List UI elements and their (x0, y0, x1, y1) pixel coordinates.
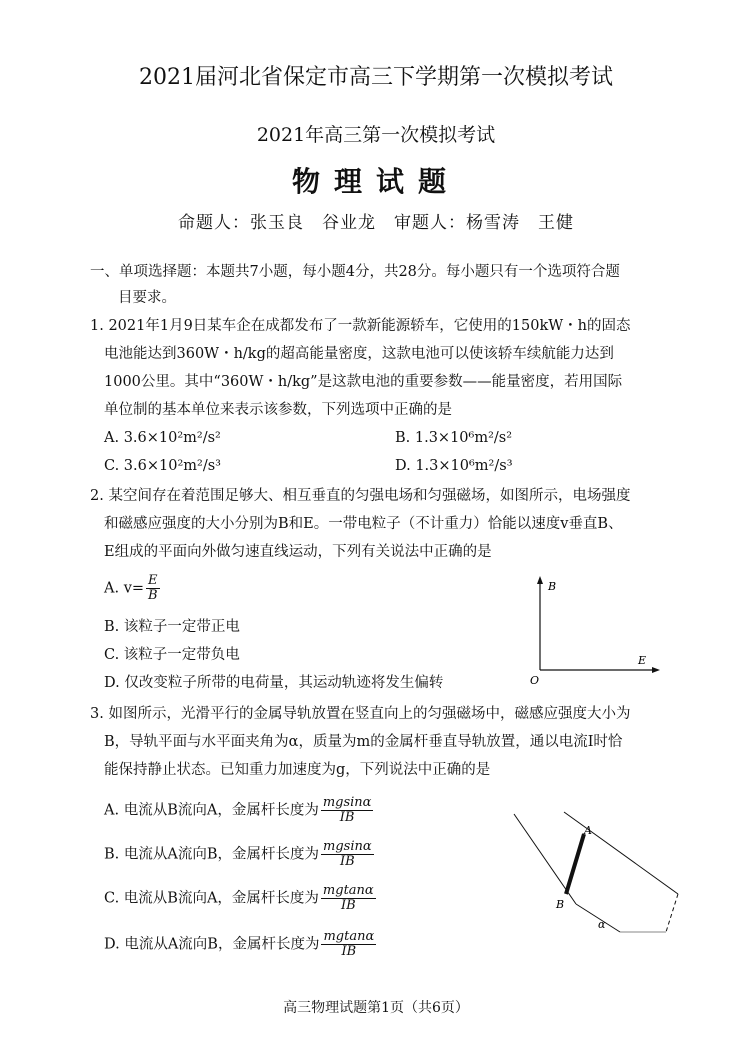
section-heading: 一、单项选择题：本题共7小题，每小题4分，共28分。每小题只有一个选项符合题 (90, 264, 620, 280)
b-arrow-icon (537, 576, 543, 584)
q3-option-b (104, 840, 376, 869)
q3-option-b-fraction (321, 840, 374, 869)
q2-axes-figure (520, 570, 670, 690)
authors-line: 命题人：张玉良 谷业龙 审题人：杨雪涛 王健 (178, 213, 574, 233)
q3-option-a (104, 796, 375, 825)
fraction-numerator: mgsinα (323, 839, 372, 854)
point-b-label: B (556, 898, 565, 911)
subject-title: 物理试题 (291, 165, 460, 198)
q1-option-c: C. 3.6×10²m²/s³ (104, 458, 221, 474)
q3-option-c (104, 884, 378, 913)
q3-option-d-text: D. 电流从A流向B，金属杆长度为 (104, 936, 320, 953)
fraction-numerator: E (148, 573, 158, 588)
q2-option-a (104, 574, 162, 603)
sub-title: 2021年高三第一次模拟考试 (256, 124, 496, 146)
q3-option-c-text: C. 电流从B流向A，金属杆长度为 (104, 890, 319, 907)
q2-option-d: D. 仅改变粒子所带的电荷量，其运动轨迹将发生偏转 (104, 675, 444, 691)
q3-option-c-fraction (321, 884, 376, 913)
fraction-numerator: mgtanα (322, 883, 374, 898)
vertical-dashed-line (666, 894, 678, 932)
point-a-label: A (584, 824, 592, 837)
q1-option-a: A. 3.6×10²m²/s² (104, 430, 221, 446)
q2-line: E组成的平面向外做匀速直线运动，下列有关说法中正确的是 (104, 544, 492, 560)
q1-line: 1. 2021年1月9日某车企在成都发布了一款新能源轿车，它使用的150kW・h的固态 (90, 318, 631, 334)
q3-option-a-text: A. 电流从B流向A，金属杆长度为 (104, 802, 319, 819)
fraction-denominator: B (148, 588, 158, 603)
alpha-label: α (598, 918, 606, 931)
q1-line: 单位制的基本单位来表示该参数，下列选项中正确的是 (104, 402, 452, 418)
q2-option-a-prefix: A. v= (104, 580, 145, 597)
q1-line: 电池能达到360W・h/kg的超高能量密度，这款电池可以使该轿车续航能力达到 (104, 346, 614, 362)
e-axis-label: E (638, 654, 647, 667)
q2-option-a-fraction (146, 574, 160, 603)
q1-option-b: B. 1.3×10⁶m²/s² (395, 430, 513, 446)
page-footer: 高三物理试题第1页（共6页） (283, 1000, 469, 1016)
fraction-denominator: IB (339, 854, 355, 869)
q3-line: 能保持静止状态。已知重力加速度为g，下列说法中正确的是 (104, 762, 491, 778)
section-heading-cont: 目要求。 (118, 290, 176, 306)
q3-option-b-text: B. 电流从A流向B，金属杆长度为 (104, 846, 319, 863)
rail-right (564, 812, 678, 894)
q1-line: 1000公里。其中“360W・h/kg”是这款电池的重要参数——能量密度，若用国际 (104, 374, 623, 390)
q2-line: 和磁感应强度的大小分别为B和E。一带电粒子（不计重力）恰能以速度v垂直B、 (104, 516, 623, 532)
e-arrow-icon (652, 667, 660, 673)
q2-option-b: B. 该粒子一定带正电 (104, 619, 240, 635)
q3-line: 3. 如图所示，光滑平行的金属导轨放置在竖直向上的匀强磁场中，磁感应强度大小为 (90, 706, 631, 722)
fraction-denominator: IB (339, 810, 355, 825)
q3-option-d-fraction (321, 930, 376, 959)
q2-line: 2. 某空间存在着范围足够大、相互垂直的匀强电场和匀强磁场，如图所示，电场强度 (90, 488, 631, 504)
fraction-numerator: mgtanα (323, 929, 375, 944)
b-axis-label: B (548, 580, 557, 593)
fraction-numerator: mgsinα (322, 795, 372, 810)
exam-title: 2021届河北省保定市高三下学期第一次模拟考试 (139, 65, 613, 90)
metal-rod (566, 834, 584, 894)
q3-line: B，导轨平面与水平面夹角为α，质量为m的金属杆垂直导轨放置，通以电流I时恰 (104, 734, 623, 750)
q2-option-c: C. 该粒子一定带负电 (104, 647, 240, 663)
q3-option-a-fraction (321, 796, 374, 825)
q3-option-d (104, 930, 378, 959)
q1-option-d: D. 1.3×10⁶m²/s³ (395, 458, 513, 474)
q3-rails-figure (510, 808, 690, 940)
fraction-denominator: IB (341, 944, 357, 959)
fraction-denominator: IB (340, 898, 356, 913)
origin-label: O (530, 674, 540, 687)
